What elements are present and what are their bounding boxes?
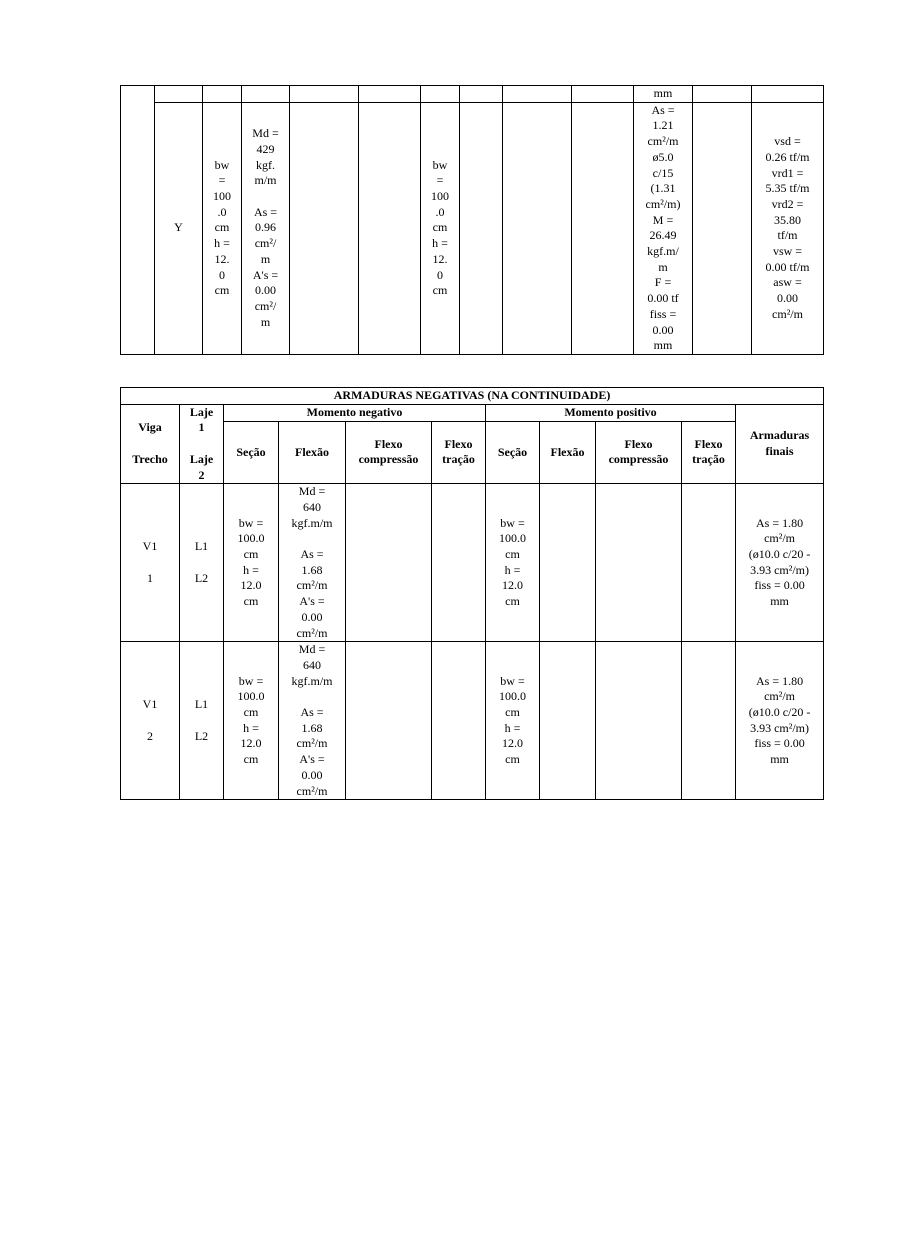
neg-flexo-compressao-cell bbox=[346, 484, 432, 642]
header-row bbox=[121, 404, 824, 421]
pos-secao-cell: bw = 100.0 cm h = 12.0 cm bbox=[486, 484, 540, 642]
viga-cell: V1 1 bbox=[121, 484, 180, 642]
section-cell: bw = 100 .0 cm h = 12. 0 cm bbox=[203, 102, 242, 354]
pos-flexo-compressao-cell bbox=[596, 484, 682, 642]
table-cell bbox=[693, 86, 752, 103]
header-secao: Seção bbox=[224, 421, 279, 484]
table-cell bbox=[359, 102, 421, 354]
table-cell bbox=[290, 86, 359, 103]
header-laje: Laje 1 Laje 2 bbox=[180, 404, 224, 484]
armaduras-finais-cell: As = 1.80 cm²/m (ø10.0 c/20 - 3.93 cm²/m) fiss = 0.00 mm bbox=[736, 484, 824, 642]
table-cell bbox=[460, 86, 503, 103]
flexure-cell: Md = 429 kgf. m/m As = 0.96 cm²/ m A's = 0.00 cm²/ m bbox=[242, 102, 290, 354]
header-flexo-compressao: Flexo compressão bbox=[346, 421, 432, 484]
viga-cell: V1 2 bbox=[121, 642, 180, 800]
reinforcement-cell: As = 1.21 cm²/m ø5.0 c/15 (1.31 cm²/m) M = 26.49 kgf.m/ m F = 0.00 tf fiss = 0.00 mm bbox=[634, 102, 693, 354]
table-cell bbox=[421, 86, 460, 103]
table-row bbox=[121, 102, 824, 354]
table-cell bbox=[693, 102, 752, 354]
laje-cell: L1 L2 bbox=[180, 642, 224, 800]
table-title: ARMADURAS NEGATIVAS (NA CONTINUIDADE) bbox=[121, 388, 824, 405]
header-flexao: Flexão bbox=[540, 421, 596, 484]
neg-secao-cell: bw = 100.0 cm h = 12.0 cm bbox=[224, 484, 279, 642]
header-momento-positivo: Momento positivo bbox=[486, 404, 736, 421]
neg-secao-cell: bw = 100.0 cm h = 12.0 cm bbox=[224, 642, 279, 800]
table-cell bbox=[121, 86, 155, 355]
header-flexao: Flexão bbox=[279, 421, 346, 484]
pos-flexo-compressao-cell bbox=[596, 642, 682, 800]
table-cell bbox=[155, 86, 203, 103]
table-cell bbox=[752, 86, 824, 103]
pos-flexo-tracao-cell bbox=[682, 642, 736, 800]
laje-cell: L1 L2 bbox=[180, 484, 224, 642]
header-flexo-tracao: Flexo tração bbox=[682, 421, 736, 484]
table-cell bbox=[503, 86, 572, 103]
table-row bbox=[121, 86, 824, 103]
pos-flexao-cell bbox=[540, 484, 596, 642]
pos-secao-cell: bw = 100.0 cm h = 12.0 cm bbox=[486, 642, 540, 800]
table-row bbox=[121, 484, 824, 642]
armaduras-finais-cell: As = 1.80 cm²/m (ø10.0 c/20 - 3.93 cm²/m) fiss = 0.00 mm bbox=[736, 642, 824, 800]
table-cell bbox=[572, 86, 634, 103]
neg-flexo-tracao-cell bbox=[432, 484, 486, 642]
table-title-row bbox=[121, 388, 824, 405]
header-flexo-tracao: Flexo tração bbox=[432, 421, 486, 484]
table-cell bbox=[503, 102, 572, 354]
header-armaduras-finais: Armaduras finais bbox=[736, 404, 824, 484]
table-cell bbox=[359, 86, 421, 103]
neg-flexo-tracao-cell bbox=[432, 642, 486, 800]
header-viga-trecho: Viga Trecho bbox=[121, 404, 180, 484]
table-cell bbox=[290, 102, 359, 354]
neg-flexao-cell: Md = 640 kgf.m/m As = 1.68 cm²/m A's = 0.00 cm²/m bbox=[279, 642, 346, 800]
direction-cell: Y bbox=[155, 102, 203, 354]
header-flexo-compressao: Flexo compressão bbox=[596, 421, 682, 484]
table-cell: mm bbox=[634, 86, 693, 103]
subheader-row bbox=[121, 421, 824, 484]
table-cell bbox=[572, 102, 634, 354]
neg-flexo-compressao-cell bbox=[346, 642, 432, 800]
neg-flexao-cell: Md = 640 kgf.m/m As = 1.68 cm²/m A's = 0.00 cm²/m bbox=[279, 484, 346, 642]
table-row bbox=[121, 642, 824, 800]
table-cell bbox=[460, 102, 503, 354]
negative-reinforcement-table bbox=[120, 387, 824, 800]
shear-cell: vsd = 0.26 tf/m vrd1 = 5.35 tf/m vrd2 = 35.80 tf/m vsw = 0.00 tf/m asw = 0.00 cm²/m bbox=[752, 102, 824, 354]
table-cell bbox=[203, 86, 242, 103]
table-cell bbox=[242, 86, 290, 103]
pos-flexao-cell bbox=[540, 642, 596, 800]
header-momento-negativo: Momento negativo bbox=[224, 404, 486, 421]
section-cell: bw = 100 .0 cm h = 12. 0 cm bbox=[421, 102, 460, 354]
header-secao: Seção bbox=[486, 421, 540, 484]
pos-flexo-tracao-cell bbox=[682, 484, 736, 642]
continuation-table bbox=[120, 85, 824, 355]
